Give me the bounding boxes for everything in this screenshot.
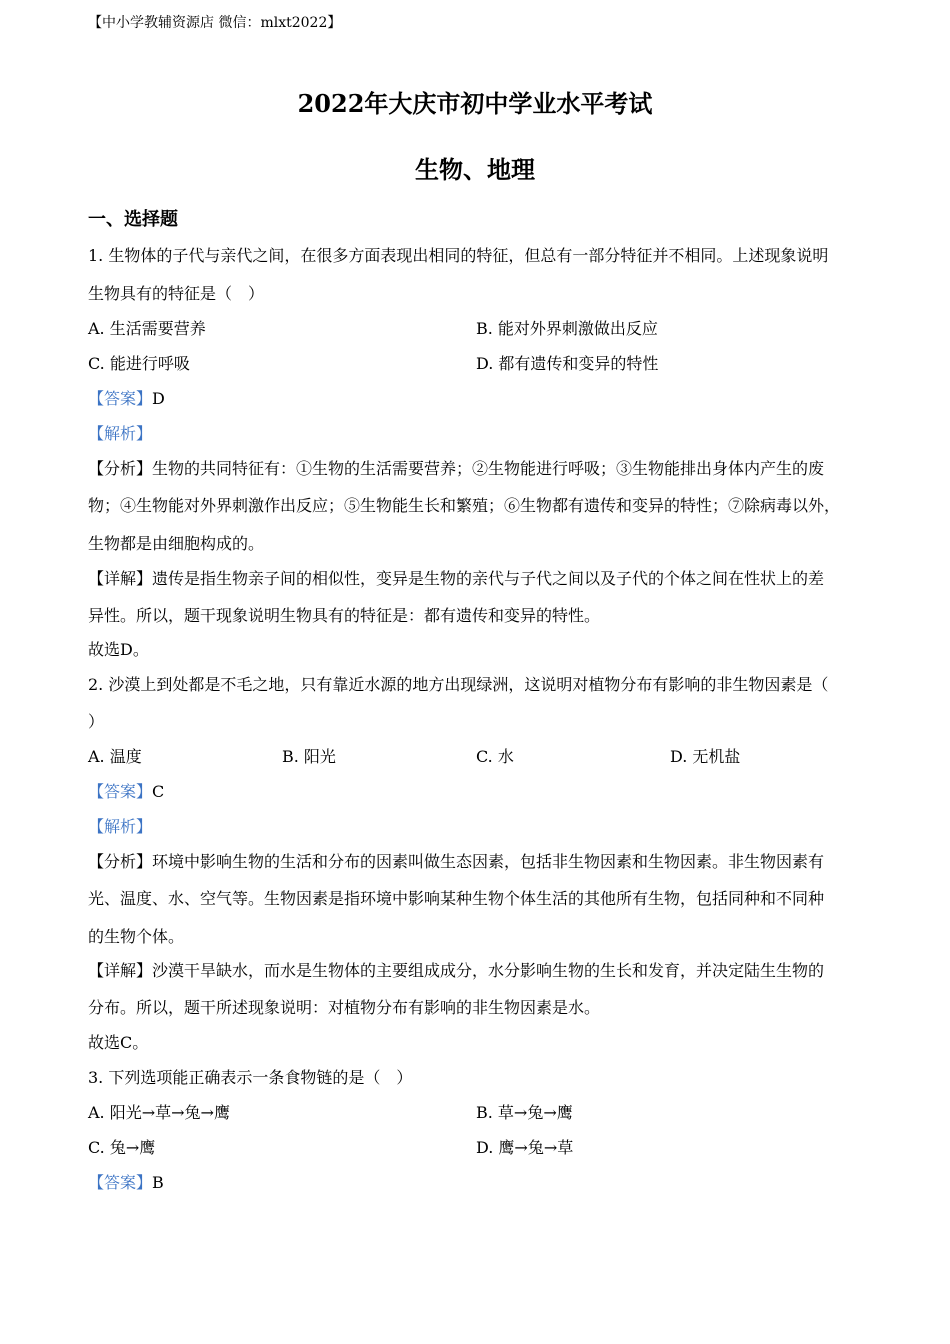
q2-stem-line2: ） [88,712,105,731]
answer-tag: 【答案】 [88,1173,153,1192]
q1-detail-line: 【详解】遗传是指生物亲子间的相似性，变异是生物的亲代与子代之间以及子代的个体之间在性状上的差 [88,569,825,588]
q2-option-b: B. 阳光 [282,747,336,766]
q1-conclusion: 故选D。 [88,640,149,659]
q2-analysis-line: 的生物个体。 [88,927,185,946]
q1-answer [88,391,165,407]
q2-option-a: A. 温度 [88,747,142,766]
q3-answer [88,1175,164,1191]
q3-option-b: B. 草→兔→鹰 [476,1103,573,1122]
header-note: 【中小学教辅资源店 微信：mlxt2022】 [88,15,342,31]
answer-tag: 【答案】 [88,782,153,801]
answer-value: D [152,389,165,408]
answer-value: B [152,1173,164,1192]
q2-analysis-line: 【分析】环境中影响生物的生活和分布的因素叫做生态因素，包括非生物因素和生物因素。非生物因素有 [88,852,825,871]
q2-analysis-tag: 【解析】 [88,817,153,836]
q2-option-d: D. 无机盐 [670,747,741,766]
answer-tag: 【答案】 [88,389,153,408]
q1-stem-line2: 生物具有的特征是（ ） [88,284,265,303]
q1-detail-line: 异性。所以，题干现象说明生物具有的特征是：都有遗传和变异的特性。 [88,606,601,625]
q1-analysis-line: 物；④生物能对外界刺激作出反应；⑤生物能生长和繁殖；⑥生物都有遗传和变异的特性；⑦除病毒以外， [88,496,841,515]
section-heading: 一、选择题 [88,209,178,230]
q1-option-a: A. 生活需要营养 [88,319,206,338]
page-title: 2022年大庆市初中学业水平考试 [297,89,653,118]
q1-analysis-line: 【分析】生物的共同特征有：①生物的生活需要营养；②生物能进行呼吸；③生物能排出身体内产生的废 [88,459,825,478]
q3-option-a: A. 阳光→草→兔→鹰 [88,1103,230,1122]
answer-value: C [152,782,165,801]
q2-answer [88,784,164,800]
q3-stem-line1: 3. 下列选项能正确表示一条食物链的是（ ） [88,1068,413,1087]
page-subtitle: 生物、地理 [415,155,535,184]
q3-option-d: D. 鹰→兔→草 [476,1138,574,1157]
q1-option-b: B. 能对外界刺激做出反应 [476,319,658,338]
q1-stem-line1: 1. 生物体的子代与亲代之间，在很多方面表现出相同的特征，但总有一部分特征并不相同。上述现象说明 [88,246,829,265]
q2-detail-line: 【详解】沙漠干旱缺水，而水是生物体的主要组成成分，水分影响生物的生长和发育，并决定陆生生物的 [88,961,825,980]
q1-analysis-tag: 【解析】 [88,424,153,443]
q2-detail-line: 分布。所以，题干所述现象说明：对植物分布有影响的非生物因素是水。 [88,998,601,1017]
q3-option-c: C. 兔→鹰 [88,1138,156,1157]
q1-analysis-line: 生物都是由细胞构成的。 [88,534,265,553]
q2-analysis-line: 光、温度、水、空气等。生物因素是指环境中影响某种生物个体生活的其他所有生物，包括同种和不同种 [88,889,825,908]
q2-stem-line1: 2. 沙漠上到处都是不毛之地，只有靠近水源的地方出现绿洲，这说明对植物分布有影响的非生物因素是（ [88,675,829,694]
q2-option-c: C. 水 [476,747,514,766]
q1-option-c: C. 能进行呼吸 [88,354,190,373]
q2-conclusion: 故选C。 [88,1033,149,1052]
q1-option-d: D. 都有遗传和变异的特性 [476,354,659,373]
